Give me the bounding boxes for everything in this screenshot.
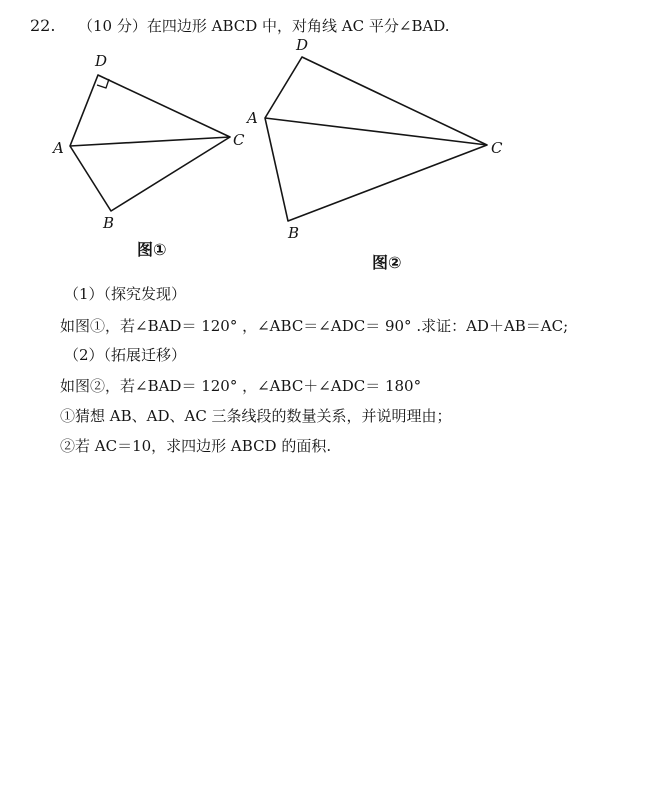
fig2-label-a: A — [247, 109, 258, 127]
fig2-label-d: D — [296, 36, 309, 54]
right-angle-mark-d — [97, 79, 109, 88]
fig1-label-c: C — [233, 131, 245, 149]
part2-subquestion-2: ②若 AC＝10，求四边形 ABCD 的面积. — [60, 437, 332, 455]
part2-condition: 如图②，若∠BAD＝ 120° ，∠ABC＋∠ADC＝ 180° — [60, 377, 422, 395]
part1-title: （1）（探究发现） — [64, 285, 187, 303]
figure-2 — [265, 57, 487, 221]
fig2-label-b: B — [288, 224, 300, 242]
question-stem: （10 分）在四边形 ABCD 中，对角线 AC 平分∠BAD. — [78, 17, 450, 35]
fig1-label-b: B — [103, 214, 115, 232]
diagonal-ac-fig2 — [265, 118, 487, 145]
fig2-label-c: C — [491, 139, 503, 157]
fig1-label-a: A — [53, 139, 64, 157]
quadrilateral-abcd-fig2 — [265, 57, 487, 221]
diagonal-ac-fig1 — [70, 137, 230, 146]
part2-title: （2）（拓展迁移） — [64, 346, 187, 364]
figure-1 — [70, 75, 230, 211]
fig1-caption: 图① — [137, 240, 167, 259]
part1-condition: 如图①，若∠BAD＝ 120° ，∠ABC＝∠ADC＝ 90° .求证：AD＋AB＝AC; — [60, 317, 569, 335]
fig1-label-d: D — [95, 52, 108, 70]
part2-subquestion-1: ①猜想 AB、AD、AC 三条线段的数量关系，并说明理由； — [60, 407, 452, 425]
quadrilateral-abcd-fig1 — [70, 75, 230, 211]
fig2-caption: 图② — [372, 253, 402, 272]
question-number: 22. — [30, 16, 56, 35]
